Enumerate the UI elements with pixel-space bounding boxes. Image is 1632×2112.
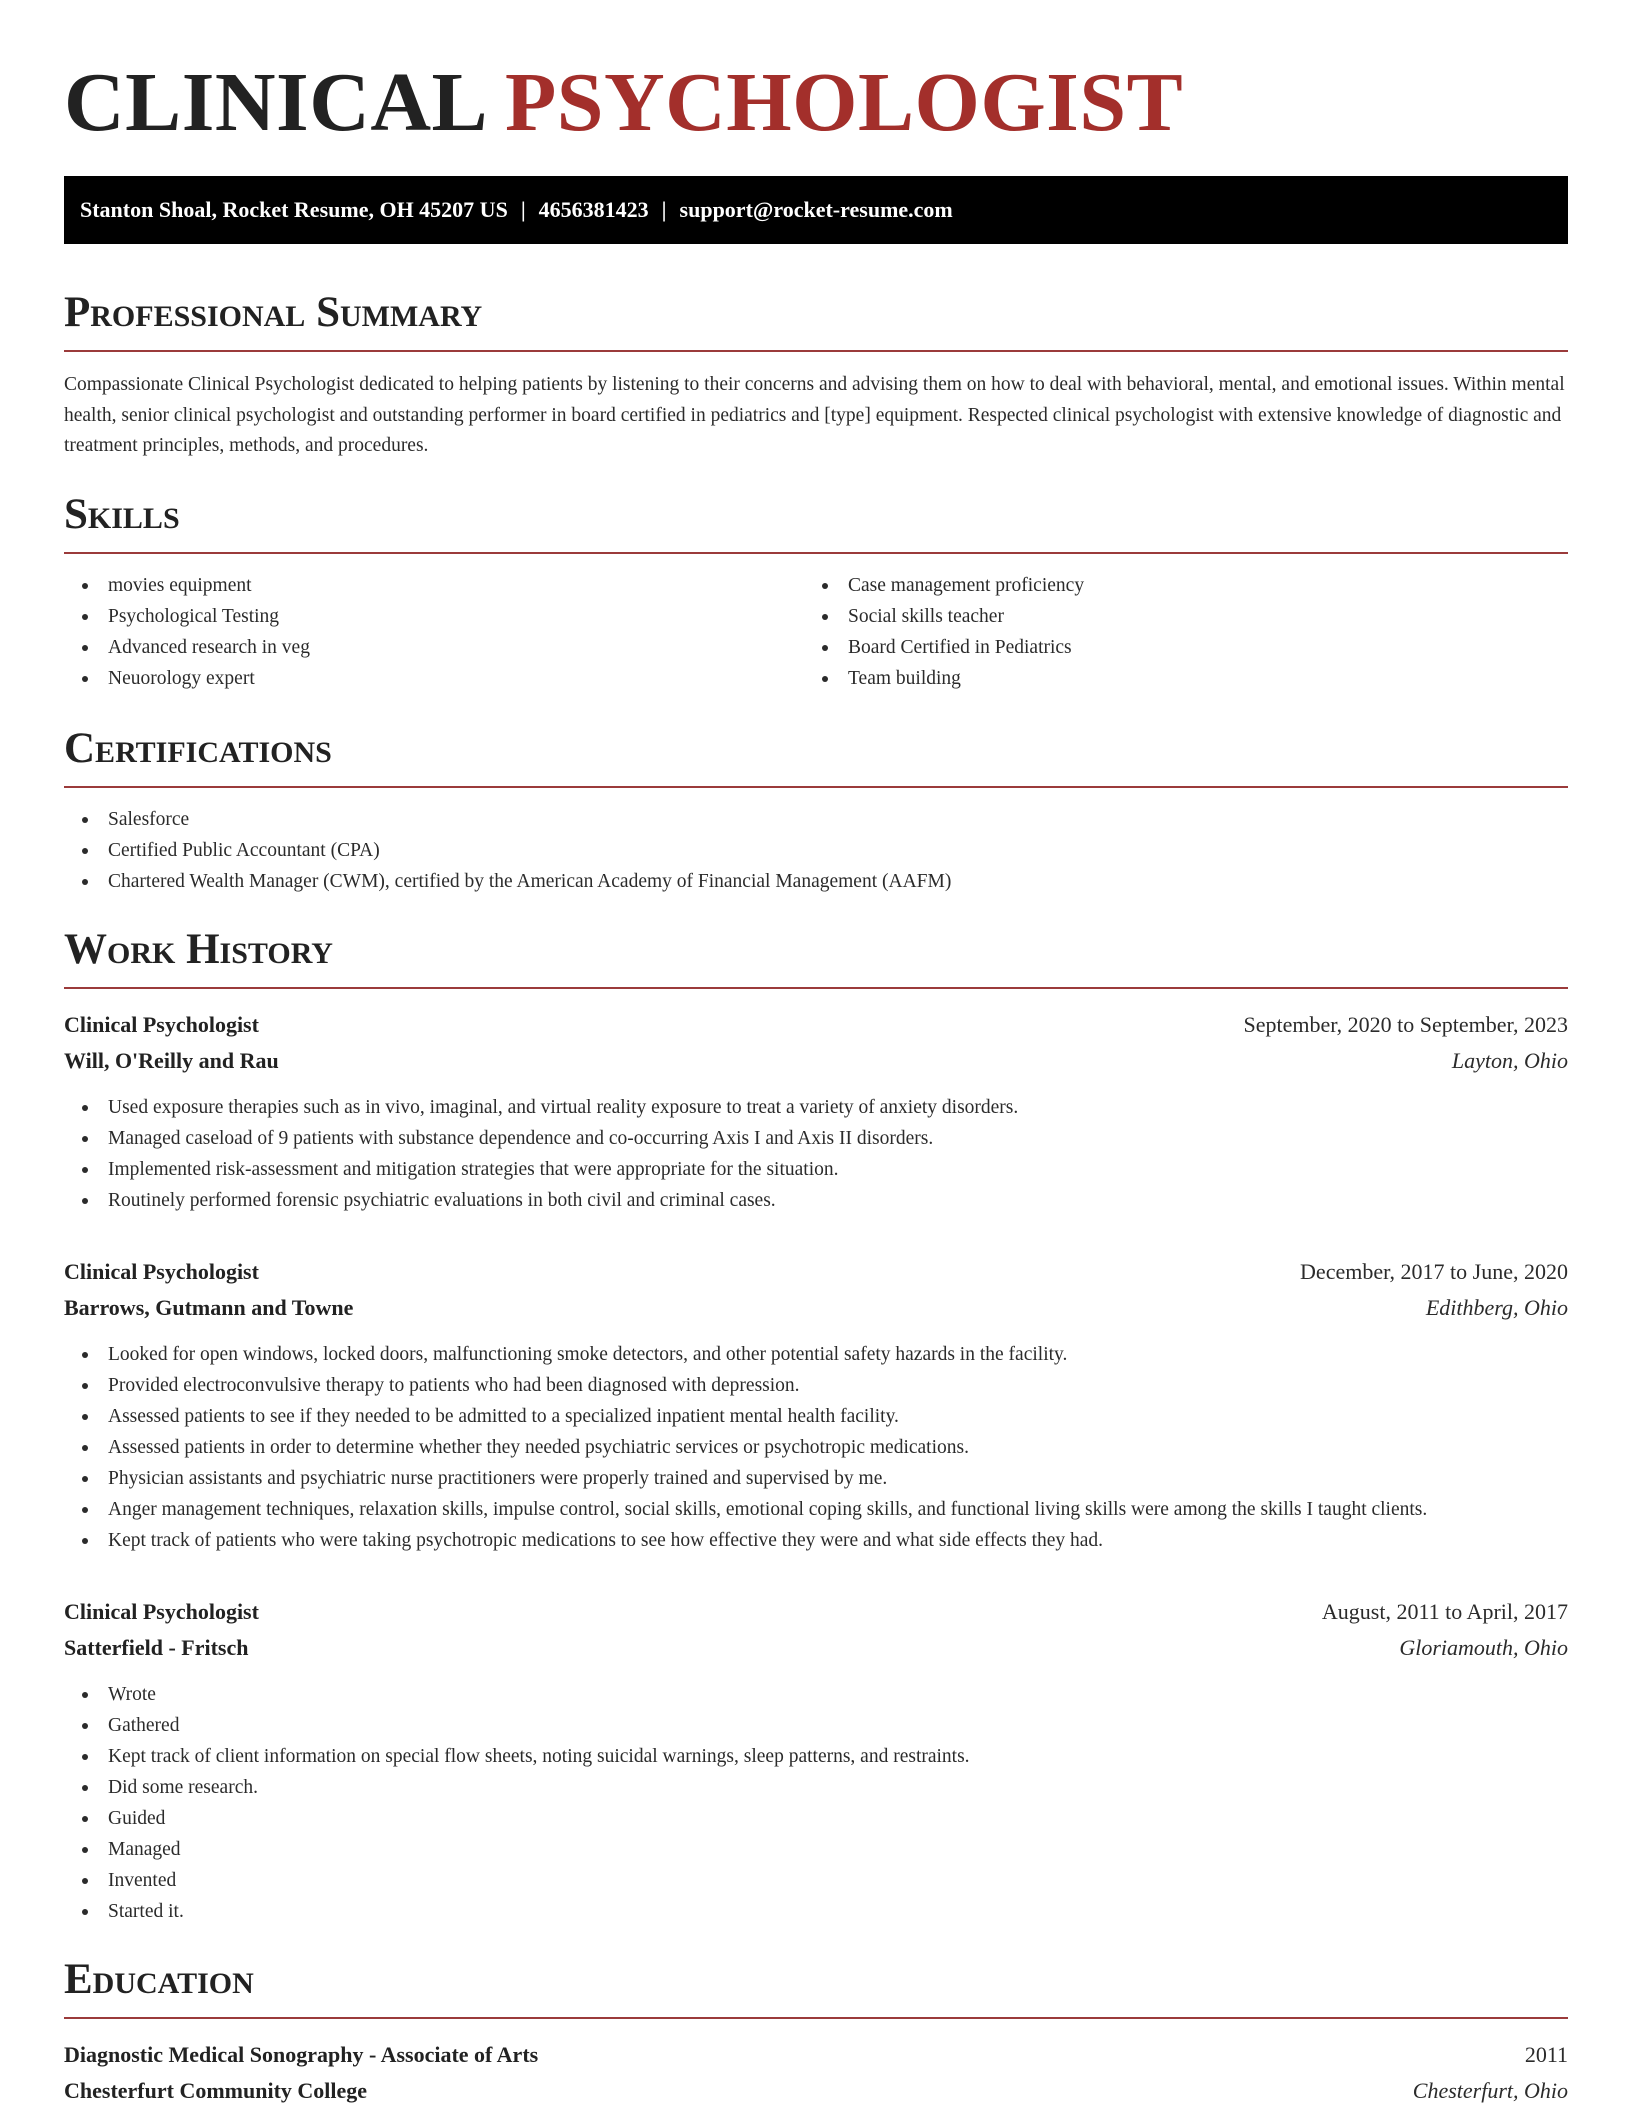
education-entry <box>64 2037 1568 2109</box>
summary-heading: Professional Summary <box>64 289 483 336</box>
job-duty: Provided electroconvulsive therapy to patients who had been diagnosed with depression. <box>64 1370 1568 1401</box>
certification-item: Salesforce <box>64 804 1568 835</box>
job-duty: Guided <box>64 1803 1568 1834</box>
job-duty: Routinely performed forensic psychiatric evaluations in both civil and criminal cases. <box>64 1185 1568 1216</box>
contact-separator: | <box>520 197 526 222</box>
job-duty: Did some research. <box>64 1772 1568 1803</box>
section-divider <box>64 2017 1568 2019</box>
resume-page <box>64 0 1568 2109</box>
job-entry <box>64 1594 1568 1927</box>
job-company: Satterfield - Fritsch <box>64 1634 249 1660</box>
job-company: Barrows, Gutmann and Towne <box>64 1294 354 1320</box>
skills-column-right <box>804 570 1544 694</box>
skill-item: Case management proficiency <box>804 570 1544 601</box>
section-divider <box>64 350 1568 352</box>
contact-phone: 4656381423 <box>538 197 649 222</box>
job-role: Clinical Psychologist <box>64 1011 259 1037</box>
job-dates: August, 2011 to April, 2017 <box>1321 1598 1568 1624</box>
skill-item: Social skills teacher <box>804 601 1544 632</box>
job-duty: Wrote <box>64 1679 1568 1710</box>
job-role: Clinical Psychologist <box>64 1258 259 1284</box>
job-location: Layton, Ohio <box>1451 1047 1568 1073</box>
job-duty: Kept track of patients who were taking psychotropic medications to see how effective they were and what side effects they had. <box>64 1525 1568 1556</box>
education-year: 2011 <box>1524 2041 1568 2067</box>
resume-name <box>64 58 1568 148</box>
job-entry <box>64 1254 1568 1556</box>
contact-bar <box>64 176 1568 244</box>
job-duty: Assessed patients in order to determine whether they needed psychiatric services or psychotropic medications. <box>64 1432 1568 1463</box>
job-duties <box>64 1092 1568 1216</box>
skills-list <box>64 570 1568 694</box>
job-duty: Looked for open windows, locked doors, malfunctioning smoke detectors, and other potential safety hazards in the facility. <box>64 1339 1568 1370</box>
skill-item: Team building <box>804 663 1544 694</box>
education-school: Chesterfurt Community College <box>64 2077 368 2103</box>
job-duty: Gathered <box>64 1710 1568 1741</box>
section-divider <box>64 987 1568 989</box>
certification-item: Chartered Wealth Manager (CWM), certified by the American Academy of Financial Management (AAFM) <box>64 866 1568 897</box>
skill-item: movies equipment <box>64 570 804 601</box>
job-duty: Implemented risk-assessment and mitigation strategies that were appropriate for the situation. <box>64 1154 1568 1185</box>
skill-item: Psychological Testing <box>64 601 804 632</box>
job-duties <box>64 1339 1568 1556</box>
skill-item: Neuorology expert <box>64 663 804 694</box>
section-divider <box>64 786 1568 788</box>
job-duty: Started it. <box>64 1896 1568 1927</box>
job-role: Clinical Psychologist <box>64 1598 259 1624</box>
education-location: Chesterfurt, Ohio <box>1412 2077 1568 2103</box>
job-entry <box>64 1007 1568 1216</box>
education-heading: Education <box>64 1955 254 2003</box>
name-first: CLINICAL <box>64 56 484 149</box>
section-divider <box>64 552 1568 554</box>
work-history-heading: Work History <box>64 925 333 973</box>
job-location: Gloriamouth, Ohio <box>1399 1634 1568 1660</box>
job-company: Will, O'Reilly and Rau <box>64 1047 279 1073</box>
skill-item: Advanced research in veg <box>64 632 804 663</box>
name-last: PSYCHOLOGIST <box>504 56 1184 149</box>
job-duty: Managed <box>64 1834 1568 1865</box>
job-dates: December, 2017 to June, 2020 <box>1300 1258 1568 1284</box>
job-duty: Assessed patients to see if they needed to be admitted to a specialized inpatient mental health facility. <box>64 1401 1568 1432</box>
education-degree: Diagnostic Medical Sonography - Associate of Arts <box>64 2041 539 2067</box>
certification-item: Certified Public Accountant (CPA) <box>64 835 1568 866</box>
job-duty: Used exposure therapies such as in vivo, imaginal, and virtual reality exposure to treat a variety of anxiety disorders. <box>64 1092 1568 1123</box>
job-location: Edithberg, Ohio <box>1425 1294 1568 1320</box>
job-duty: Managed caseload of 9 patients with substance dependence and co-occurring Axis I and Axis II disorders. <box>64 1123 1568 1154</box>
contact-address: Stanton Shoal, Rocket Resume, OH 45207 US <box>80 197 508 222</box>
skills-column-left <box>64 570 804 694</box>
skills-heading: Skills <box>64 490 180 538</box>
certifications-list <box>64 804 1568 897</box>
job-duty: Invented <box>64 1865 1568 1896</box>
skill-item: Board Certified in Pediatrics <box>804 632 1544 663</box>
contact-separator: | <box>661 197 667 222</box>
certifications-heading: Certifications <box>64 724 332 772</box>
contact-email[interactable]: support@rocket-resume.com <box>679 197 953 222</box>
job-duty: Physician assistants and psychiatric nurse practitioners were properly trained and supervised by me. <box>64 1463 1568 1494</box>
job-dates: September, 2020 to September, 2023 <box>1243 1011 1568 1037</box>
job-duties <box>64 1679 1568 1927</box>
summary-text: Compassionate Clinical Psychologist dedicated to helping patients by listening to their concerns and advising them on how to deal with behavioral, mental, and emotional issues. Within mental health, senior clinical psychologist and outstanding performer in board certified in pediatrics and [type] equipment. Respected clinical psychologist with extensive knowledge of diagnostic and treatment principles, methods, and procedures. <box>64 374 1565 456</box>
job-duty: Anger management techniques, relaxation skills, impulse control, social skills, emotional coping skills, and functional living skills were among the skills I taught clients. <box>64 1494 1568 1525</box>
job-duty: Kept track of client information on special flow sheets, noting suicidal warnings, sleep patterns, and restraints. <box>64 1741 1568 1772</box>
